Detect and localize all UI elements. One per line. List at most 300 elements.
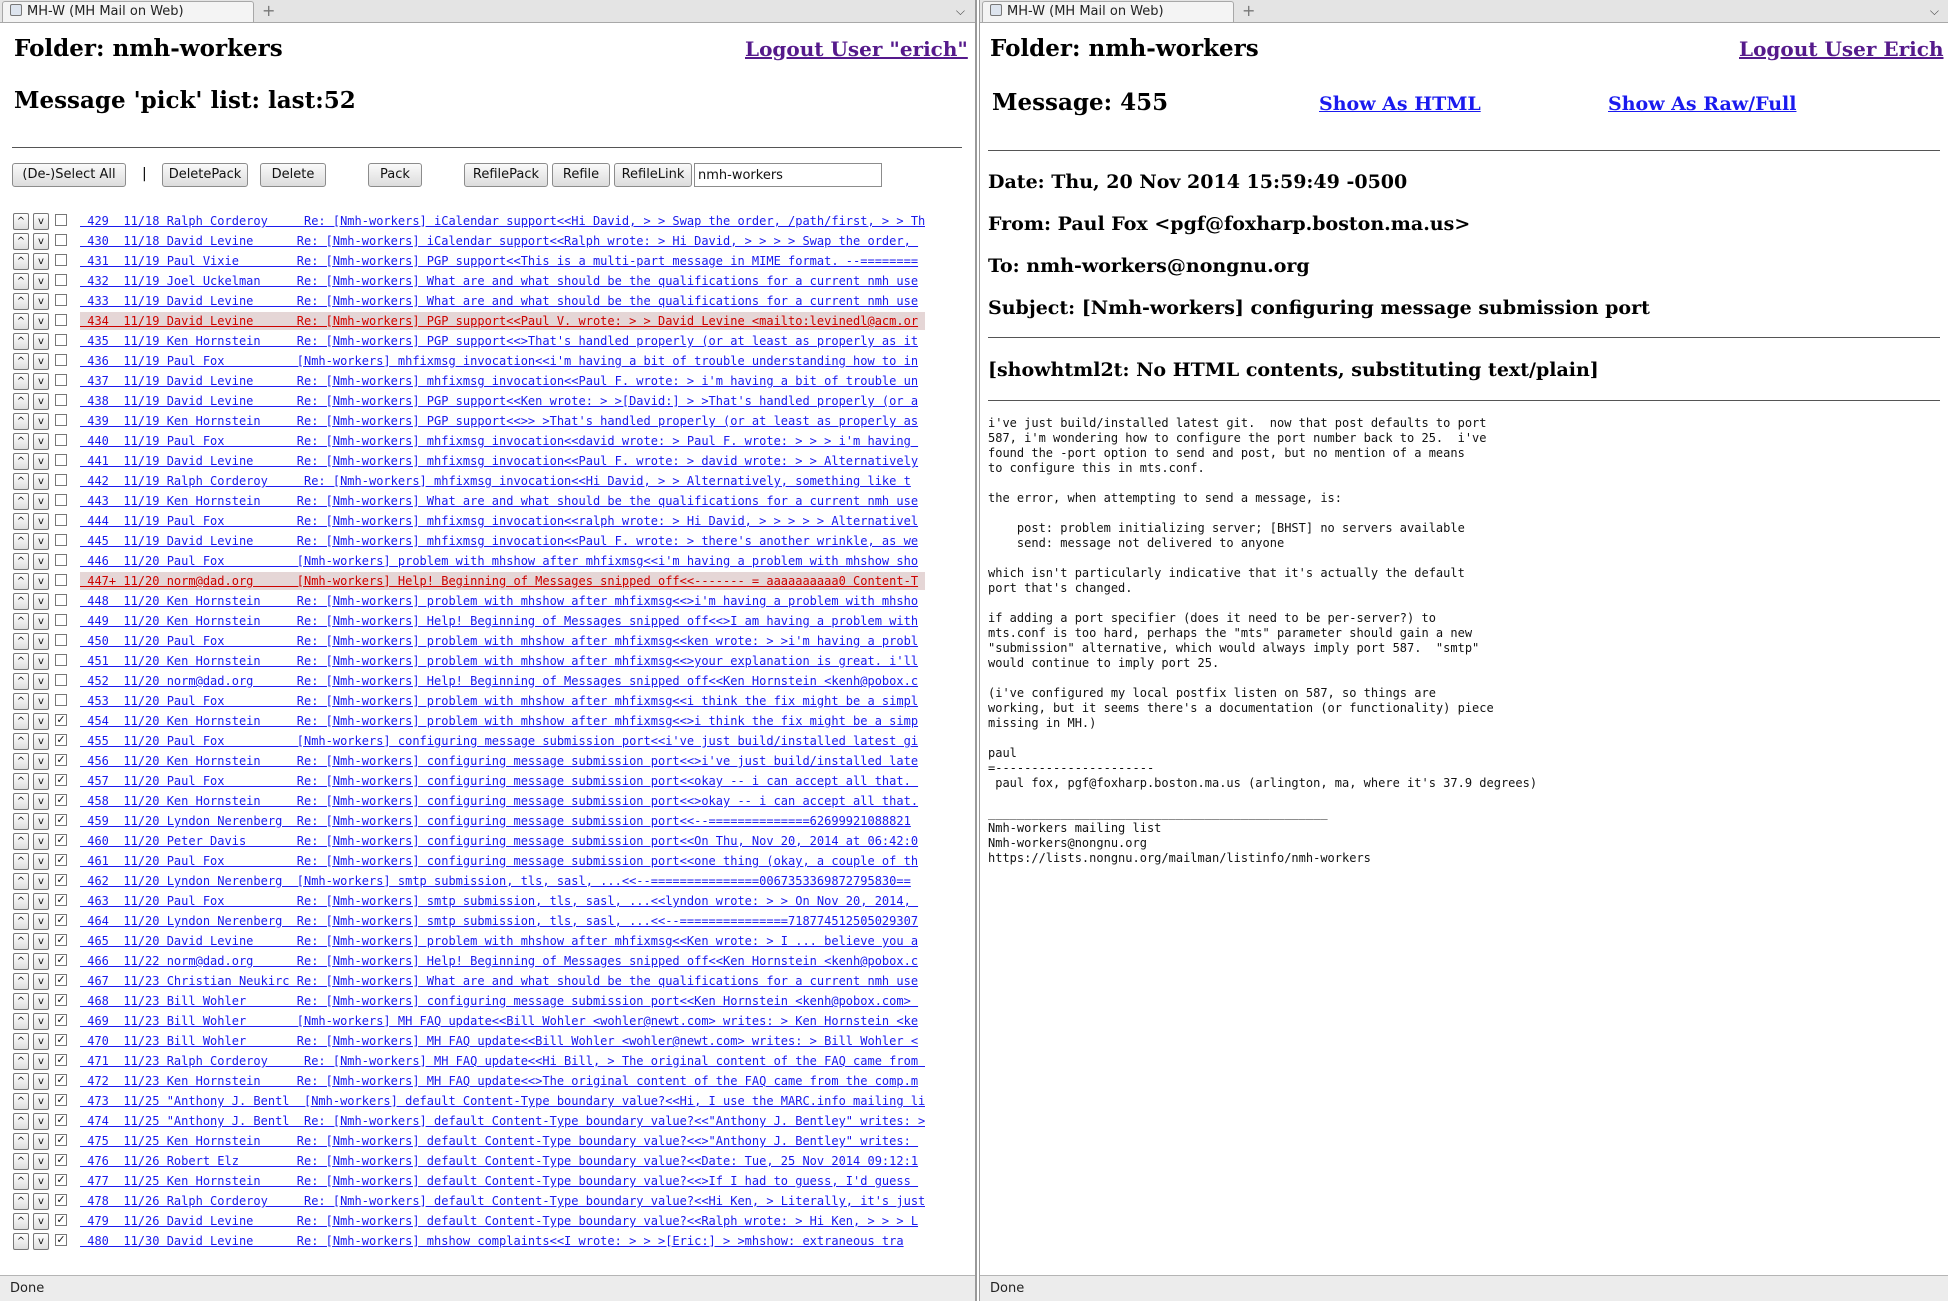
chevron-down-icon[interactable]: v	[33, 473, 49, 490]
delete-button[interactable]: Delete	[260, 163, 326, 187]
message-row	[12, 1052, 925, 1072]
page-icon	[990, 4, 1002, 16]
tab-title: MH-W (MH Mail on Web)	[1007, 4, 1164, 19]
chevron-down-icon[interactable]: v	[33, 453, 49, 470]
select-checkbox[interactable]	[55, 234, 67, 246]
message-row	[12, 272, 919, 292]
message-link[interactable]: 478 11/26 Ralph Corderoy Re: [Nmh-workers] default Content-Type boundary value?<<Hi Ken, > Literally, it's just	[80, 1194, 925, 1208]
message-row	[12, 712, 919, 732]
message-link[interactable]: 467 11/23 Christian Neukirc Re: [Nmh-workers] What are and what should be the qualifications for a current nmh use	[80, 974, 919, 988]
chevron-up-icon[interactable]: ^	[13, 633, 29, 650]
message-link[interactable]: 447+ 11/20 norm@dad.org [Nmh-workers] Help! Beginning of Messages snipped off<<------- = aaaaaaaaaa0 Content-T	[80, 572, 925, 590]
chevron-down-icon[interactable]: v	[33, 293, 49, 310]
page-icon	[10, 4, 22, 16]
select-checkbox[interactable]	[55, 214, 67, 226]
chevron-up-icon[interactable]: ^	[13, 1193, 29, 1210]
chevron-up-icon[interactable]: ^	[13, 1173, 29, 1190]
select-checkbox[interactable]	[55, 414, 67, 426]
chevron-down-icon[interactable]: v	[33, 253, 49, 270]
message-row	[12, 912, 919, 932]
chevron-down-icon[interactable]: v	[33, 713, 49, 730]
message-link[interactable]: 435 11/19 Ken Hornstein Re: [Nmh-workers] PGP support<<>That's handled properly (or at least as properly as it	[80, 334, 919, 348]
select-checkbox[interactable]	[55, 334, 67, 346]
chevron-down-icon[interactable]: v	[33, 1193, 49, 1210]
select-checkbox[interactable]: ✓	[56, 813, 66, 826]
browser-tab[interactable]	[2, 1, 254, 22]
chevron-up-icon[interactable]: ^	[13, 693, 29, 710]
chevron-up-icon[interactable]: ^	[13, 753, 29, 770]
message-row	[12, 232, 919, 252]
chevron-down-icon[interactable]: v	[33, 953, 49, 970]
chevron-down-icon[interactable]: v	[33, 913, 49, 930]
chevron-up-icon[interactable]: ^	[13, 833, 29, 850]
chevron-up-icon[interactable]: ^	[13, 913, 29, 930]
select-checkbox[interactable]	[55, 394, 67, 406]
message-row	[12, 892, 919, 912]
chevron-down-icon[interactable]: v	[33, 1073, 49, 1090]
refile-link-button[interactable]: RefileLink	[614, 163, 692, 187]
select-checkbox[interactable]	[55, 534, 67, 546]
message-row	[12, 992, 919, 1012]
chevron-down-icon[interactable]: v	[33, 653, 49, 670]
chevron-down-icon[interactable]: v	[33, 1133, 49, 1150]
message-row	[12, 632, 919, 652]
select-checkbox[interactable]: ✓	[56, 1213, 66, 1226]
select-checkbox[interactable]: ✓	[56, 733, 66, 746]
message-link[interactable]: 450 11/20 Paul Fox Re: [Nmh-workers] problem with mhshow after mhfixmsg<<ken wrote: > >i'm having a probl	[80, 634, 919, 648]
select-checkbox[interactable]: ✓	[56, 1153, 66, 1166]
message-link[interactable]: 471 11/23 Ralph Corderoy Re: [Nmh-workers] MH FAQ update<<Hi Bill, > The original content of the FAQ came from	[80, 1054, 925, 1068]
select-checkbox[interactable]: ✓	[56, 1053, 66, 1066]
chevron-down-icon[interactable]: v	[33, 353, 49, 370]
chevron-down-icon[interactable]: v	[33, 553, 49, 570]
message-row	[12, 332, 919, 352]
message-link[interactable]: 473 11/25 "Anthony J. Bentl [Nmh-workers] default Content-Type boundary value?<<Hi, I use the MARC.info mailing li	[80, 1094, 925, 1108]
tab-title: MH-W (MH Mail on Web)	[27, 4, 184, 19]
chevron-down-icon[interactable]: v	[33, 993, 49, 1010]
message-link[interactable]: 453 11/20 Paul Fox Re: [Nmh-workers] problem with mhshow after mhfixmsg<<i think the fix might be a simpl	[80, 694, 919, 708]
message-row	[12, 1232, 912, 1252]
message-row	[12, 1132, 919, 1152]
chevron-up-icon[interactable]: ^	[13, 493, 29, 510]
chevron-down-icon[interactable]: v	[33, 793, 49, 810]
message-link[interactable]: 461 11/20 Paul Fox Re: [Nmh-workers] configuring message submission port<<one thing (okay, a couple of th	[80, 854, 919, 868]
message-link[interactable]: 462 11/20 Lyndon Nerenberg [Nmh-workers] smtp submission, tls, sasl, ...<<--===============0067353369872795830==	[80, 874, 911, 888]
message-link[interactable]: 429 11/18 Ralph Corderoy Re: [Nmh-workers] iCalendar support<<Hi David, > > Swap the order, /path/first, > > Th	[80, 214, 925, 228]
chevron-up-icon[interactable]: ^	[13, 1133, 29, 1150]
chevron-up-icon[interactable]: ^	[13, 853, 29, 870]
message-row	[12, 932, 919, 952]
message-row	[12, 612, 919, 632]
select-checkbox[interactable]	[55, 354, 67, 366]
message-row	[12, 852, 919, 872]
chevron-down-icon[interactable]: v	[33, 573, 49, 590]
status-bar: Done	[0, 1275, 975, 1301]
message-row	[12, 732, 919, 752]
message-link[interactable]: 470 11/23 Bill Wohler Re: [Nmh-workers] MH FAQ update<<Bill Wohler <wohler@newt.com> writes: > Bill Wohler <	[80, 1034, 919, 1048]
chevron-up-icon[interactable]: ^	[13, 513, 29, 530]
chevron-down-icon[interactable]: v	[33, 1173, 49, 1190]
chevron-up-icon[interactable]: ^	[13, 413, 29, 430]
chevron-up-icon[interactable]: ^	[13, 373, 29, 390]
page-content	[0, 23, 975, 1275]
chevron-down-icon[interactable]: v	[33, 233, 49, 250]
message-row	[12, 452, 919, 472]
message-link[interactable]: 458 11/20 Ken Hornstein Re: [Nmh-workers] configuring message submission port<<>okay -- i can accept all that.	[80, 794, 919, 808]
chevron-up-icon[interactable]: ^	[13, 593, 29, 610]
select-checkbox[interactable]: ✓	[56, 973, 66, 986]
chevron-down-icon[interactable]: v	[33, 973, 49, 990]
tab-bar	[0, 0, 975, 23]
chevron-down-icon[interactable]: v	[33, 1153, 49, 1170]
select-checkbox[interactable]: ✓	[56, 993, 66, 1006]
chevron-down-icon[interactable]: v	[33, 1213, 49, 1230]
select-checkbox[interactable]: ✓	[56, 1173, 66, 1186]
chevron-down-icon[interactable]: v	[33, 693, 49, 710]
select-checkbox[interactable]: ✓	[56, 1033, 66, 1046]
chevron-down-icon[interactable]: v	[33, 1013, 49, 1030]
select-checkbox[interactable]	[55, 594, 67, 606]
chevron-up-icon[interactable]: ^	[13, 433, 29, 450]
toolbar-separator: |	[142, 166, 147, 182]
select-checkbox[interactable]: ✓	[56, 1093, 66, 1106]
message-link[interactable]: 465 11/20 David Levine Re: [Nmh-workers] problem with mhshow after mhfixmsg<<Ken wrote: > I ... believe you a	[80, 934, 919, 948]
chevron-down-icon[interactable]: v	[33, 1033, 49, 1050]
chevron-down-icon[interactable]: v	[33, 533, 49, 550]
header-date: Date: Thu, 20 Nov 2014 15:59:49 -0500	[988, 171, 1408, 193]
chevron-down-icon[interactable]: v	[33, 833, 49, 850]
message-row	[12, 1012, 919, 1032]
chevron-down-icon[interactable]: ⌵	[955, 4, 965, 18]
message-link[interactable]: 452 11/20 norm@dad.org Re: [Nmh-workers] Help! Beginning of Messages snipped off<<Ken Hornstein <kenh@pobox.c	[80, 674, 919, 688]
chevron-down-icon[interactable]: v	[33, 813, 49, 830]
logout-link[interactable]: Logout User "erich"	[745, 37, 968, 61]
select-checkbox[interactable]	[55, 494, 67, 506]
chevron-up-icon[interactable]: ^	[13, 293, 29, 310]
message-link[interactable]: 445 11/19 David Levine Re: [Nmh-workers] mhfixmsg invocation<<Paul F. wrote: > there's another wrinkle, as we	[80, 534, 919, 548]
plus-icon[interactable]: +	[262, 1, 276, 20]
chevron-up-icon[interactable]: ^	[13, 993, 29, 1010]
select-checkbox[interactable]	[55, 254, 67, 266]
refile-folder-input[interactable]	[694, 163, 882, 187]
message-link[interactable]: 442 11/19 Ralph Corderoy Re: [Nmh-workers] mhfixmsg invocation<<Hi David, > > Alternatively, something like t	[80, 474, 911, 488]
header-subject: Subject: [Nmh-workers] configuring message submission port	[988, 297, 1650, 319]
select-checkbox[interactable]	[55, 314, 67, 326]
select-checkbox[interactable]: ✓	[56, 1193, 66, 1206]
message-row	[12, 1112, 925, 1132]
message-row	[12, 832, 919, 852]
chevron-down-icon[interactable]: v	[33, 513, 49, 530]
chevron-up-icon[interactable]: ^	[13, 673, 29, 690]
message-row	[12, 952, 919, 972]
chevron-up-icon[interactable]: ^	[13, 213, 29, 230]
message-row	[12, 372, 919, 392]
select-checkbox[interactable]: ✓	[56, 893, 66, 906]
select-checkbox[interactable]	[55, 694, 67, 706]
chevron-down-icon[interactable]: v	[33, 213, 49, 230]
select-checkbox[interactable]: ✓	[56, 873, 66, 886]
select-checkbox[interactable]	[55, 614, 67, 626]
chevron-up-icon[interactable]: ^	[13, 713, 29, 730]
chevron-down-icon[interactable]: v	[33, 273, 49, 290]
message-link[interactable]: 437 11/19 David Levine Re: [Nmh-workers] mhfixmsg invocation<<Paul F. wrote: > i'm having a bit of trouble un	[80, 374, 919, 388]
select-checkbox[interactable]	[55, 294, 67, 306]
chevron-up-icon[interactable]: ^	[13, 1113, 29, 1130]
chevron-up-icon[interactable]: ^	[13, 1013, 29, 1030]
chevron-down-icon[interactable]: v	[33, 733, 49, 750]
plus-icon[interactable]: +	[1242, 1, 1256, 20]
message-link[interactable]: 439 11/19 Ken Hornstein Re: [Nmh-workers] PGP support<<>> >That's handled properly (or at least as properly as	[80, 414, 919, 428]
message-row	[12, 572, 919, 592]
chevron-down-icon[interactable]: v	[33, 493, 49, 510]
chevron-down-icon[interactable]: v	[33, 1053, 49, 1070]
status-bar: Done	[980, 1275, 1948, 1301]
chevron-up-icon[interactable]: ^	[13, 393, 29, 410]
message-row	[12, 412, 919, 432]
chevron-down-icon[interactable]: v	[33, 413, 49, 430]
chevron-down-icon[interactable]: v	[33, 893, 49, 910]
browser-tab[interactable]	[982, 1, 1234, 22]
select-checkbox[interactable]: ✓	[56, 773, 66, 786]
message-row	[12, 652, 919, 672]
select-checkbox[interactable]	[55, 474, 67, 486]
message-link[interactable]: 459 11/20 Lyndon Nerenberg Re: [Nmh-workers] configuring message submission port<<--==============62699921088821	[80, 814, 911, 828]
message-link[interactable]: 460 11/20 Peter Davis Re: [Nmh-workers] configuring message submission port<<On Thu, Nov 20, 2014 at 06:42:0	[80, 834, 919, 848]
header-to: To: nmh-workers@nongnu.org	[988, 255, 1310, 277]
chevron-up-icon[interactable]: ^	[13, 793, 29, 810]
message-link[interactable]: 463 11/20 Paul Fox Re: [Nmh-workers] smtp submission, tls, sasl, ...<<lyndon wrote: > > On Nov 20, 2014,	[80, 894, 919, 908]
chevron-down-icon[interactable]: v	[33, 313, 49, 330]
chevron-up-icon[interactable]: ^	[13, 453, 29, 470]
chevron-up-icon[interactable]: ^	[13, 253, 29, 270]
right-browser-window	[979, 0, 1948, 1301]
select-checkbox[interactable]	[55, 514, 67, 526]
message-row	[12, 352, 919, 372]
chevron-up-icon[interactable]: ^	[13, 533, 29, 550]
chevron-down-icon[interactable]: v	[33, 613, 49, 630]
chevron-up-icon[interactable]: ^	[13, 553, 29, 570]
select-checkbox[interactable]: ✓	[56, 713, 66, 726]
folder-title: Folder: nmh-workers	[990, 35, 1259, 62]
message-link[interactable]: 466 11/22 norm@dad.org Re: [Nmh-workers] Help! Beginning of Messages snipped off<<Ken Hornstein <kenh@pobox.c	[80, 954, 919, 968]
chevron-up-icon[interactable]: ^	[13, 773, 29, 790]
select-checkbox[interactable]: ✓	[56, 793, 66, 806]
message-link[interactable]: 436 11/19 Paul Fox [Nmh-workers] mhfixmsg invocation<<i'm having a bit of trouble understanding how to in	[80, 354, 919, 368]
refile-pack-button[interactable]: RefilePack	[464, 163, 548, 187]
pack-button[interactable]: Pack	[368, 163, 422, 187]
delete-pack-button[interactable]: DeletePack	[162, 163, 248, 187]
message-link[interactable]: 464 11/20 Lyndon Nerenberg Re: [Nmh-workers] smtp submission, tls, sasl, ...<<--===============718774512505029307	[80, 914, 919, 928]
message-link[interactable]: 469 11/23 Bill Wohler [Nmh-workers] MH FAQ update<<Bill Wohler <wohler@newt.com> writes: > Ken Hornstein <ke	[80, 1014, 919, 1028]
select-checkbox[interactable]: ✓	[56, 933, 66, 946]
message-link[interactable]: 468 11/23 Bill Wohler Re: [Nmh-workers] configuring message submission port<<Ken Hornstein <kenh@pobox.com>	[80, 994, 919, 1008]
chevron-up-icon[interactable]: ^	[13, 973, 29, 990]
show-as-html-link[interactable]: Show As HTML	[1319, 93, 1481, 115]
tab-bar	[980, 0, 1948, 23]
message-link[interactable]: 430 11/18 David Levine Re: [Nmh-workers] iCalendar support<<Ralph wrote: > Hi David, > > > > Swap the order,	[80, 234, 919, 248]
message-link[interactable]: 472 11/23 Ken Hornstein Re: [Nmh-workers] MH FAQ update<<>The original content of the FAQ came from the comp.m	[80, 1074, 919, 1088]
chevron-up-icon[interactable]: ^	[13, 573, 29, 590]
select-checkbox[interactable]: ✓	[56, 1013, 66, 1026]
chevron-up-icon[interactable]: ^	[13, 1233, 29, 1250]
message-link[interactable]: 477 11/25 Ken Hornstein Re: [Nmh-workers] default Content-Type boundary value?<<>If I had to guess, I'd guess	[80, 1174, 919, 1188]
select-checkbox[interactable]	[55, 674, 67, 686]
select-checkbox[interactable]	[55, 634, 67, 646]
message-row	[12, 472, 912, 492]
select-checkbox[interactable]: ✓	[56, 833, 66, 846]
chevron-up-icon[interactable]: ^	[13, 873, 29, 890]
message-link[interactable]: 441 11/19 David Levine Re: [Nmh-workers] mhfixmsg invocation<<Paul F. wrote: > david wrote: > > Alternatively	[80, 454, 919, 468]
select-checkbox[interactable]: ✓	[56, 953, 66, 966]
message-body: i've just build/installed latest git. now that post defaults to port 587, i'm wondering how to configure the port number back to 25. i've found the -port option to send and post, but no mention of a means to configure this in mts.conf. the error, when attempting to send a message, is: post: problem initializing server; [BHST] no servers available send: message not delivered to anyone which isn't particularly indicative that it's actually the default port that's changed. if adding a port specifier (does it need to be per-server?) to mts.conf is too hard, perhaps the "mts" parameter should gain a new "submission" alternative, which would always imply port 587. "smtp" would continue to imply port 25. (i've configured my local postfix listen on 587, so things are working, but it seems there's a documentation (or functionality) piece missing in MH.) paul =---------------------- paul fox, pgf@foxharp.boston.ma.us (arlington, ma, where it's 37.9 degrees) _______________________________________________ Nmh-workers mailing list Nmh-workers@nongnu.org https://lists.nongnu.org/mailman/listinfo/nmh-workers	[988, 416, 1538, 865]
chevron-down-icon[interactable]: v	[33, 1113, 49, 1130]
chevron-down-icon[interactable]: v	[33, 593, 49, 610]
message-link[interactable]: 455 11/20 Paul Fox [Nmh-workers] configuring message submission port<<i've just build/installed latest gi	[80, 734, 919, 748]
message-link[interactable]: 480 11/30 David Levine Re: [Nmh-workers] mhshow complaints<<I wrote: > > >[Eric:] > >mhshow: extraneous tra	[80, 1234, 904, 1248]
select-checkbox[interactable]	[55, 374, 67, 386]
select-checkbox[interactable]	[55, 574, 67, 586]
chevron-up-icon[interactable]: ^	[13, 953, 29, 970]
chevron-down-icon[interactable]: v	[33, 933, 49, 950]
chevron-down-icon[interactable]: v	[33, 673, 49, 690]
message-title: Message: 455	[992, 89, 1169, 116]
message-row	[12, 872, 912, 892]
chevron-up-icon[interactable]: ^	[13, 1053, 29, 1070]
select-all-button[interactable]: (De-)Select All	[12, 163, 126, 187]
message-link[interactable]: 438 11/19 David Levine Re: [Nmh-workers] PGP support<<Ken wrote: > >[David:] > >That's handled properly (or a	[80, 394, 919, 408]
message-row	[12, 692, 919, 712]
chevron-up-icon[interactable]: ^	[13, 1213, 29, 1230]
select-checkbox[interactable]	[55, 454, 67, 466]
chevron-up-icon[interactable]: ^	[13, 1153, 29, 1170]
chevron-up-icon[interactable]: ^	[13, 653, 29, 670]
message-row	[12, 312, 919, 332]
message-link[interactable]: 444 11/19 Paul Fox Re: [Nmh-workers] mhfixmsg invocation<<ralph wrote: > Hi David, > > > > > Alternativel	[80, 514, 919, 528]
message-link[interactable]: 433 11/19 David Levine Re: [Nmh-workers] What are and what should be the qualifications for a current nmh use	[80, 294, 919, 308]
message-link[interactable]: 431 11/19 Paul Vixie Re: [Nmh-workers] PGP support<<This is a multi-part message in MIME format. --========	[80, 254, 919, 268]
chevron-up-icon[interactable]: ^	[13, 813, 29, 830]
chevron-down-icon[interactable]: v	[33, 753, 49, 770]
chevron-up-icon[interactable]: ^	[13, 1033, 29, 1050]
message-row	[12, 532, 919, 552]
message-row	[12, 1032, 919, 1052]
chevron-up-icon[interactable]: ^	[13, 353, 29, 370]
refile-button[interactable]: Refile	[552, 163, 610, 187]
chevron-up-icon[interactable]: ^	[13, 1093, 29, 1110]
chevron-down-icon[interactable]: v	[33, 333, 49, 350]
divider	[988, 150, 1940, 151]
message-row	[12, 252, 919, 272]
chevron-down-icon[interactable]: v	[33, 433, 49, 450]
select-checkbox[interactable]: ✓	[56, 1233, 66, 1246]
message-row	[12, 752, 919, 772]
chevron-down-icon[interactable]: v	[33, 633, 49, 650]
message-link[interactable]: 479 11/26 David Levine Re: [Nmh-workers] default Content-Type boundary value?<<Ralph wrote: > Hi Ken, > > > L	[80, 1214, 919, 1228]
message-row	[12, 1152, 919, 1172]
chevron-up-icon[interactable]: ^	[13, 473, 29, 490]
message-link[interactable]: 454 11/20 Ken Hornstein Re: [Nmh-workers] problem with mhshow after mhfixmsg<<>i think the fix might be a simp	[80, 714, 919, 728]
message-row	[12, 212, 925, 232]
select-checkbox[interactable]: ✓	[56, 1073, 66, 1086]
chevron-down-icon[interactable]: v	[33, 1233, 49, 1250]
message-link[interactable]: 434 11/19 David Levine Re: [Nmh-workers] PGP support<<Paul V. wrote: > > David Levine <mailto:levinedl@acm.or	[80, 312, 925, 330]
logout-link[interactable]: Logout User Erich	[1739, 37, 1944, 61]
message-link[interactable]: 440 11/19 Paul Fox Re: [Nmh-workers] mhfixmsg invocation<<david wrote: > Paul F. wrote: > > > i'm having	[80, 434, 919, 448]
message-row	[12, 1072, 919, 1092]
message-link[interactable]: 432 11/19 Joel Uckelman Re: [Nmh-workers] What are and what should be the qualifications for a current nmh use	[80, 274, 919, 288]
message-row	[12, 292, 919, 312]
message-row	[12, 1092, 925, 1112]
pick-list-title: Message 'pick' list: last:52	[14, 87, 356, 114]
message-row	[12, 672, 919, 692]
message-list	[12, 212, 925, 1252]
message-link[interactable]: 474 11/25 "Anthony J. Bentl Re: [Nmh-workers] default Content-Type boundary value?<<"Anthony J. Bentley" writes: >	[80, 1114, 925, 1128]
chevron-up-icon[interactable]: ^	[13, 613, 29, 630]
message-link[interactable]: 451 11/20 Ken Hornstein Re: [Nmh-workers] problem with mhshow after mhfixmsg<<>your explanation is great. i'll	[80, 654, 919, 668]
chevron-down-icon[interactable]: v	[33, 853, 49, 870]
select-checkbox[interactable]: ✓	[56, 1133, 66, 1146]
select-checkbox[interactable]: ✓	[56, 853, 66, 866]
select-checkbox[interactable]	[55, 434, 67, 446]
message-row	[12, 432, 919, 452]
message-row	[12, 772, 919, 792]
select-checkbox[interactable]: ✓	[56, 753, 66, 766]
select-checkbox[interactable]: ✓	[56, 913, 66, 926]
message-link[interactable]: 449 11/20 Ken Hornstein Re: [Nmh-workers] Help! Beginning of Messages snipped off<<>I am having a problem with	[80, 614, 919, 628]
folder-title: Folder: nmh-workers	[14, 35, 283, 62]
message-link[interactable]: 457 11/20 Paul Fox Re: [Nmh-workers] configuring message submission port<<okay -- i can accept all that.	[80, 774, 919, 788]
message-link[interactable]: 475 11/25 Ken Hornstein Re: [Nmh-workers] default Content-Type boundary value?<<>"Anthony J. Bentley" writes:	[80, 1134, 919, 1148]
message-row	[12, 1212, 919, 1232]
message-link[interactable]: 476 11/26 Robert Elz Re: [Nmh-workers] default Content-Type boundary value?<<Date: Tue, 25 Nov 2014 09:12:1	[80, 1154, 919, 1168]
chevron-up-icon[interactable]: ^	[13, 313, 29, 330]
chevron-down-icon[interactable]: v	[33, 873, 49, 890]
message-row	[12, 492, 919, 512]
message-row	[12, 1192, 925, 1212]
header-from: From: Paul Fox <pgf@foxharp.boston.ma.us>	[988, 213, 1471, 235]
chevron-down-icon[interactable]: v	[33, 773, 49, 790]
message-row	[12, 552, 919, 572]
divider	[988, 337, 1940, 338]
message-row	[12, 972, 919, 992]
chevron-up-icon[interactable]: ^	[13, 893, 29, 910]
chevron-up-icon[interactable]: ^	[13, 333, 29, 350]
select-checkbox[interactable]: ✓	[56, 1113, 66, 1126]
show-as-raw-link[interactable]: Show As Raw/Full	[1608, 93, 1797, 115]
select-checkbox[interactable]	[55, 654, 67, 666]
chevron-up-icon[interactable]: ^	[13, 233, 29, 250]
html-substitution-note: [showhtml2t: No HTML contents, substituting text/plain]	[988, 359, 1599, 381]
message-link[interactable]: 443 11/19 Ken Hornstein Re: [Nmh-workers] What are and what should be the qualifications for a current nmh use	[80, 494, 919, 508]
page-content	[980, 23, 1948, 1275]
chevron-down-icon[interactable]: v	[33, 373, 49, 390]
chevron-up-icon[interactable]: ^	[13, 1073, 29, 1090]
chevron-up-icon[interactable]: ^	[13, 933, 29, 950]
select-checkbox[interactable]	[55, 274, 67, 286]
message-link[interactable]: 448 11/20 Ken Hornstein Re: [Nmh-workers] problem with mhshow after mhfixmsg<<>i'm having a problem with mhsho	[80, 594, 919, 608]
message-row	[12, 512, 919, 532]
divider	[988, 400, 1940, 401]
message-link[interactable]: 446 11/20 Paul Fox [Nmh-workers] problem with mhshow after mhfixmsg<<i'm having a problem with mhshow sho	[80, 554, 919, 568]
chevron-up-icon[interactable]: ^	[13, 273, 29, 290]
chevron-down-icon[interactable]: v	[33, 393, 49, 410]
chevron-up-icon[interactable]: ^	[13, 733, 29, 750]
chevron-down-icon[interactable]: v	[33, 1093, 49, 1110]
chevron-down-icon[interactable]: ⌵	[1929, 4, 1939, 18]
select-checkbox[interactable]	[55, 554, 67, 566]
message-row	[12, 792, 919, 812]
message-link[interactable]: 456 11/20 Ken Hornstein Re: [Nmh-workers] configuring message submission port<<>i've just build/installed late	[80, 754, 919, 768]
